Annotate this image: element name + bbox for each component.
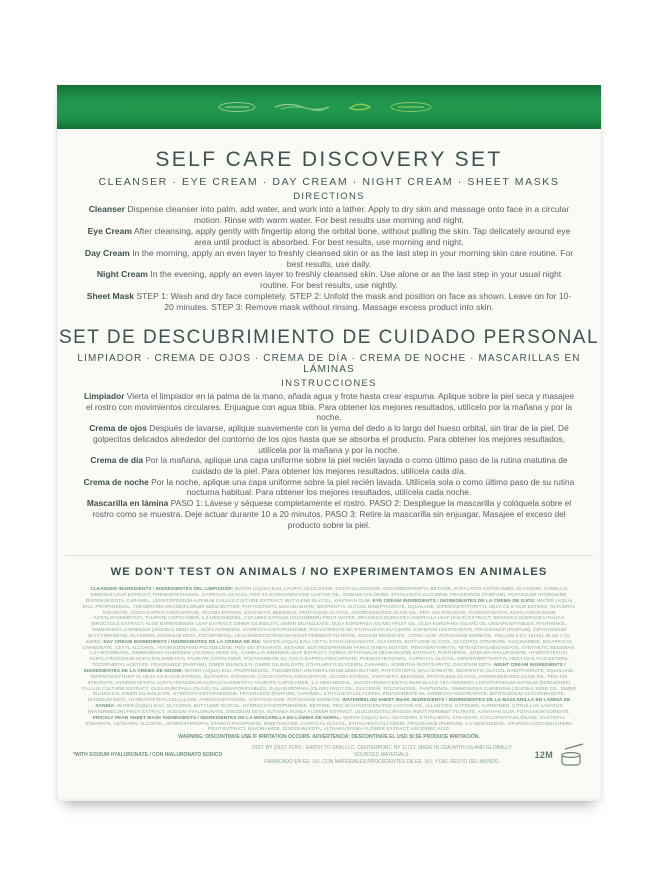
page-title: SELF CARE DISCOVERY SET (155, 148, 503, 171)
period-after-opening (523, 743, 585, 767)
packaging-panel (57, 85, 601, 801)
hyaluronate-footnote: *WITH SODIUM HYALURONATE / CON HIALURONATO SÓDICO (73, 752, 223, 759)
direction-text: In the morning, apply an even layer to freshly cleansed skin or as the last step in your morning skin care routine. For best results, use daily. (132, 247, 574, 269)
direction-text: PASO 1: Lávese y séquese completamente el rostro. PASO 2: Despliegue la mascarilla y colóquela sobre el rostro como se muestra. Deje actuar durante 10 a 20 minutos. PASO 3: Retire la mascarilla sin enjuagar. Masajee el exceso del producto sobre la piel. (92, 498, 572, 530)
ingredients-header-night-cream: NIGHT CREAM INGREDIENTS / INGREDIENTES DE LA CREMA DE NOCHE: (83, 662, 566, 674)
direction-text: Dispense cleanser into palm, add water, and work into a lather. Apply to dry skin and massage onto face in a circular motion. Rinse with warm water. For best results use morning and night. (127, 204, 570, 225)
direction-label: Day Cream (84, 247, 130, 258)
direction-label: Crema de día (90, 455, 143, 466)
certification-badge-icon (273, 101, 331, 113)
footer-row (73, 743, 585, 767)
direction-item-crema-de-ojos (83, 423, 575, 455)
ingredients-block (81, 586, 577, 732)
direction-item-night-cream (83, 269, 575, 291)
direction-label: Sheet Mask (86, 291, 135, 302)
ingredients-header-prickly-pear-mask: PRICKLY PEAR SHEET MASK INGREDIENTS / INGREDIENTES DE LA MASCARILLA EN LÁMINA DE NOPAL: (92, 714, 342, 720)
direction-label: Night Cream (96, 269, 148, 280)
direction-label: Crema de ojos (89, 423, 147, 434)
direction-item-limpiador (83, 391, 575, 423)
direction-text: After cleansing, apply gently with fingertip along the orbital bone, without pulling the skin. Tap delicately around eye area until product is absorbed. For best results, use morning and night. (133, 225, 571, 247)
product-list-subtitle: CLEANSER · EYE CREAM · DAY CREAM · NIGHT CREAM · SHEET MASKS (98, 176, 560, 188)
ingredients-text: WATER (AQUA) EAU, GLYCERIN, ETHYLHEXYL STEARATE, CYCLOPENTASILOXANE, GLYCERYL STEARATE, CETEARYL ALCOHOL, HYDROXYPROPYL STARCH PHOSPHATE, DIMETHICONE, CAPRYLYL GLYCOL, ETHYLHEXYLGLYCERIN, FRAGRANCE (PARFUM), 1,2-HEXANEDIOL, OPUNTIA COCCINELLIFERA FRUIT EXTRACT, NIACINAMIDE, DISODIUM EDTA, ALTHAEA ROSEA FLOWER EXTRACT, ASCORBIC ACID. (85, 714, 573, 732)
direction-text: Por la mañana, aplique una capa uniforme sobre la piel recién lavada o como último paso de la rutina matutina de cuidado de la piel. Para obtener los mejores resultados, utilícela cada día. (145, 455, 568, 476)
direction-item-eye-cream (83, 226, 575, 248)
direction-text: STEP 1: Wash and dry face completely. STEP 2: Unfold the mask and position on face as shown. Leave on for 10-20 minutes. STEP 3: Remove mask without rinsing. Massage excess product into skin. (136, 291, 572, 313)
band-badges (217, 85, 433, 129)
ingredients-text: WATER (AQUA) EAU, CETYL ETHYLHEXANOATE, GLYCERIN, BUTYLENE GLYCOL, GLYCERYL STEARATE, NIACINAMIDE, DICAPRYLYL CARBONATE, CETYL ALCOHOL, HYDROGENATED POLYDECENE, PEG-100 STEARATE, BETAINE, BUTYROSPERMUM PARKII (SHEA) BUTTER, PENTAERYTHRITYL TETRAETHYLHEXANOATE, SYNTHETIC BEESWAX, 1,2-HEXANEDIOL, SIMMONDSIA CHINENSIS (JOJOBA) SEED OIL, CAMELLIA SINENSIS LEAF EXTRACT, FOMES OFFICINALIS (MUSHROOM) EXTRACT, PANTHENOL, SODIUM HYALURONATE, HYDROXYETHYL ACRYLATE/SODIUM ACRYLOYLDIMETHYL TAURATE COPOLYMER, POLYSORBATE 60, COCO-CAPRYLATE/CAPRATE, PHENOXYETHANOL, CAPRYLYL GLYCOL, DIPENTAERYTHRITYL HEXA C5-9 ACID ESTERS, TOCOPHERYL ACETATE, FRAGRANCE (PARFUM), DIMER DILINOLEYL DIMER DILINOLEATE, ETHYLHEXYLGLYCERIN, CARAMEL, SORBITAN ISOSTEARATE, DISODIUM EDTA. (82, 638, 576, 668)
direction-item-crema-de-noche (83, 477, 575, 498)
divider-line (65, 555, 593, 556)
direction-label: Limpiador (83, 391, 125, 402)
panel-content (57, 148, 601, 767)
directions-spanish (57, 391, 601, 530)
ingredients-text: WATER (AQUA) EAU, PROPANEDIOL, THEOBROMA GRANDIFLORUM SEED BUTTER, PHYTOSTERYL MACADAMIATE, NEOPENTYL GLYCOL DIHEPTANOATE, SQUALANE, DIPENTAERYTHRITYL HEXA C5-9 ACID ESTERS, GLYCERYL STEARATE, COCO-CAPRYLATE/CAPRATE, JOJOBA ESTERS, SYNTHETIC BEESWAX, PENTYLENE GLYCOL, HYDROGENATED OLIVE OIL, PEG-100 STEARATE, HYDROXYETHYL ACRYLATE/SODIUM ACRYLOYLDIMETHYL TAURATE COPOLYMER, 1,2-HEXANEDIOL, SACCHAROMYCES/XYLINUM BLACK TEA FERMENT, LEONTOPODIUM ALPINUM (EDELWEISS) CALLUS CULTURE EXTRACT, OLEA EUROPAEA (OLIVE) OIL UNSAPONIFIABLES, OLEA EUROPAEA (OLIVE) FRUIT OIL, GLYCERIN, TOCOPHEROL, PANTHENOL, SIMMONDSIA CHINENSIS (JOJOBA) SEED OIL, DIMER DILINOLEYL DIMER DILINOLEATE, HYDROXYACETOPHENONE, FRAGRANCE (PARFUM), CARAMEL, ETHYLHEXYLGLYCERIN, POLYSORBATE 60, SORBITAN ISOSTEARATE, DIPOTASSIUM GLYCYRRHIZATE, DISODIUM EDTA, HYDROXYETHYLCELLULOSE, PHENOXYETHANOL, XANTHAN GUM, POTASSIUM SORBATE. (81, 668, 577, 703)
animal-testing-statement: WE DON'T TEST ON ANIMALS / NO EXPERIMENTAMOS EN ANIMALES (110, 566, 548, 579)
direction-label: Mascarilla en lámina (86, 498, 169, 509)
direction-item-sheet-mask (83, 291, 575, 313)
directions-heading: DIRECTIONS (293, 191, 365, 202)
ingredients-header-eye-cream: EYE CREAM INGREDIENTS / INGREDIENTES DE LA CREMA DE OJOS: (372, 597, 536, 603)
distribution-line-2: FABRICADO EN EE. UU. CON MATERIALES PROCEDENTES DE EE. UU. Y DEL RESTO DEL MUNDO. (264, 758, 500, 765)
distribution-line-1: DIST. BY (DIST. POR) : EARTH TO SKIN LLC, CENTERPORT, NY 11721. MADE IN USA WITH US AND GLOBALLY SOURCED MATERIALS. (252, 744, 512, 758)
ingredients-header-day-cream: DAY CREAM INGREDIENTS / INGREDIENTES DE LA CREMA DE DÍA: (103, 638, 262, 644)
instructions-heading: INSTRUCCIONES (281, 378, 377, 390)
direction-item-mascarilla (83, 498, 575, 530)
pao-label: 12M (534, 750, 553, 761)
ingredients-text: WATER (AQUA) EAU, PROPANEDIOL, THEOBROMA GRANDIFLORUM SEED BUTTER, PHYTOSTERYL MACADAMIATE, NEOPENTYL GLYCOL DIHEPTANOATE, SQUALANE, DIPENTAERYTHRITYL HEXA C5-9 ACID ESTERS, GLYCERYL STEARATE, COCO-CAPRYLATE/CAPRATE, JOJOBA ESTERS, SYNTHETIC BEESWAX, PENTYLENE GLYCOL, HYDROGENATED OLIVE OIL, PEG-100 STEARATE, HYDROXYETHYL ACRYLATE/SODIUM ACRYLOYLDIMETHYL TAURATE COPOLYMER, 1,2-HEXANEDIOL, CUCUMIS SATIVUS (CUCUMBER) FRUIT WATER, BRASSICA OLERACEA ACEPHALA LEAF (KALE) EXTRACT, BRASSICA OLERACEA ITALICA (BROCCOLI) EXTRACT, ALOE BARBADENSIS LEAF EXTRACT, DIMER DILINOLEYL DIMER DILINOLEATE, OLEA EUROPAEA (OLIVE) FRUIT OIL, OLEA EUROPAEA (OLIVE) OIL UNSAPONIFIABLES, PANTHENOL, SIMMONDSIA CHINENSIS (JOJOBA) SEED OIL, ISOFLAVONOIDS, HYDROXYACETOPHENONE, POLYSORBATE 60, ETHYLHEXYLGLYCERIN, SORBITAN ISOSTEARATE, FRAGRANCE (PARFUM), DIPOTASSIUM GLYCYRRHIZATE, GLYCERIN, DISODIUM EDTA, TOCOPHEROL, LEUCONOSTOC/RADISH ROOT FERMENT FILTRATE, SODIUM BENZOATE, CITRIC ACID, POTASSIUM SORBATE, YELLOW 5 (CI 19140), BLUE 1 (CI 42090). (82, 597, 576, 644)
direction-item-crema-de-dia (83, 455, 575, 476)
leaf-badge-icon (347, 101, 373, 113)
top-band (57, 85, 601, 129)
distribution-text (241, 745, 523, 766)
page-title-spanish: SET DE DESCUBRIMIENTO DE CUIDADO PERSONAL (58, 327, 600, 349)
direction-text: In the evening, apply an even layer to freshly cleansed skin. Use alone or as the last step in your usual night routine. For best results, use nightly. (150, 269, 562, 291)
open-jar-icon (555, 743, 585, 767)
direction-text: Por la noche, aplique una capa uniforme sobre la piel recién lavada. Utilícela sola o como último paso de su rutina nocturna habitual. Para obtener los mejores resultados, utilícela cada noche. (151, 476, 575, 498)
certification-badge-icon (217, 101, 257, 113)
direction-text: Vierta el limpiador en la palma de la mano, añada agua y frote hasta crear espuma. Aplique sobre la piel seca y masajee el rostro con movimientos circulares. Enjuague con agua tibia. Para obtener los mejores resultados, utilícelo por la mañana y por la noche. (85, 391, 575, 423)
ingredients-header-cleanser: CLEANSER INGREDIENTS / INGREDIENTES DEL LIMPIADOR: (90, 586, 234, 592)
direction-item-cleanser (83, 204, 575, 226)
direction-text: Después de lavarse, aplique suavemente con la yema del dedo a lo largo del hueso orbital, sin tirar de la piel. Dé golpecitos delicados alrededor del contorno de los ojos hasta que se absorba el producto. Para obtener los mejores resultados, utilícela por la mañana y por la noche. (92, 423, 569, 455)
warning-text: WARNING: DISCONTINUE USE IF IRRITATION OCCURS. ADVERTENCIA: DESCONTINÚE EL USO SI SE PRODUCE IRRITACIÓN. (178, 734, 480, 741)
product-list-subtitle-spanish: LIMPIADOR · CREMA DE OJOS · CREMA DE DÍA · CREMA DE NOCHE · MASCARILLAS EN LÁMINAS (77, 353, 581, 376)
direction-item-day-cream (83, 248, 575, 270)
direction-label: Eye Cream (87, 225, 132, 236)
direction-label: Crema de noche (83, 476, 149, 487)
ingredients-text: WATER (AQUA) EAU, LAURYL GLUCOSIDE, COCO-GLUCOSIDE, COCAMIDOPROPYL BETAINE, ACRYLATES COPOLYMER, GLYCERIN, CAMELLIA SINENSIS LEAF EXTRACT, PHENOXYETHANOL, CAPRYLYL GLYCOL, PEG-40 HYDROGENATED CASTOR OIL, SODIUM CHLORIDE, ETHYLHEXYLGLYCERIN, FRAGRANCE (PARFUM), POTASSIUM HYDROXIDE, DISODIUM EDTA, CARAMEL, LEONTOPODIUM ALPINUM CALLUS CULTURE EXTRACT, BUTYLENE GLYCOL, XANTHAN GUM. (85, 586, 568, 603)
direction-label: Cleanser (88, 204, 126, 214)
certification-badge-icon (389, 101, 433, 113)
ingredients-header-watermelon-mask: WATERMELON SHEET MASK INGREDIENTS / INGREDIENTES DE LA MASCARILLA EN LÁMINA DE SANDÍA: (95, 697, 571, 709)
directions-english (57, 204, 601, 313)
ingredients-text: WATER (AQUA) EAU, GLYCERIN, BUTYLENE GLYCOL, HYDROXYACETOPHENONE, BETAINE, PEG-40 HYDROGENATED CASTOR OIL, ALLANTOIN, CAFFEINE, CARBOMER, CITRULLUS LANATUS (WATERMELON) FRUIT EXTRACT, SODIUM HYALURONATE, DISODIUM EDTA, ALTHAEA ROSEA FLOWER EXTRACT, LEUCONOSTOC/RADISH ROOT FERMENT FILTRATE, XANTHAN GUM, POTASSIUM SORBATE. (87, 703, 571, 714)
